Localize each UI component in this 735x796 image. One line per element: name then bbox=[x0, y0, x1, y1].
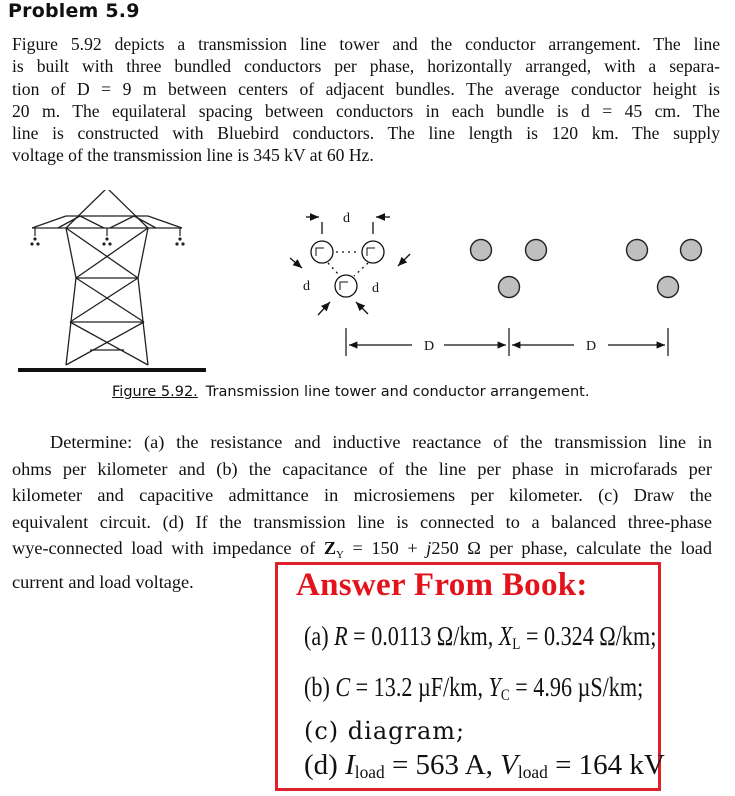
bundle-detail bbox=[290, 217, 410, 315]
problem-statement bbox=[12, 33, 720, 167]
figure-caption bbox=[112, 384, 589, 400]
problem-line: Figure 5.92 depicts a transmission line tower and the conductor arrangement. The line bbox=[12, 34, 720, 54]
determine-line: current and load voltage. bbox=[12, 571, 194, 592]
determine-line: ohms per kilometer and (b) the capacitance of the line per phase in microfarads per bbox=[12, 458, 712, 479]
problem-line: tion of D = 9 m between centers of adjacent bundles. The average conductor height is bbox=[12, 78, 720, 99]
problem-heading: Problem 5.9 bbox=[8, 0, 140, 22]
answer-b: (b) C = 13.2 µF/km, $Y_C = 4.96$ µS/km; bbox=[304, 672, 644, 704]
determine-line: kilometer and capacitive admittance in microsiemens per kilometer. (c) Draw the bbox=[12, 485, 712, 505]
label-d-top: d bbox=[343, 211, 350, 226]
caption-label: Figure 5.92. bbox=[112, 384, 198, 400]
problem-line: line is constructed with Bluebird conductors. The line length is 120 km. The supply bbox=[12, 123, 720, 144]
label-d-left: d bbox=[303, 279, 310, 294]
problem-line: is built with three bundled conductors per phase, horizontally arranged, with a separa- bbox=[12, 56, 720, 77]
conductor-c3 bbox=[658, 277, 679, 298]
determine-line: equivalent circuit. (d) If the transmission line is connected to a balanced three-phase bbox=[12, 511, 712, 532]
answer-c: (c) diagram; bbox=[304, 717, 466, 745]
label-D-1: D bbox=[424, 339, 435, 354]
ground-line bbox=[18, 368, 206, 372]
problem-line: 20 m. The equilateral spacing between conductors in each bundle is d = 45 cm. The bbox=[12, 100, 720, 121]
figure-5-92 bbox=[0, 190, 735, 380]
tower-insulators bbox=[30, 228, 184, 246]
answer-d: (d) $I_{load} = 563$ A, $V_{load} = 164$ kV bbox=[304, 749, 665, 782]
spacing-dimension bbox=[346, 328, 668, 356]
conductor-b2 bbox=[526, 240, 547, 261]
answer-a: (a) R = 0.0113 Ω/km, $X_L = 0.324$ Ω/km; bbox=[304, 621, 657, 653]
conductor-b3 bbox=[499, 277, 520, 298]
answer-title: Answer From Book: bbox=[296, 567, 588, 603]
determine-line-impedance: wye-connected load with impedance of $Z_Y = 150 + j250$ Ω per phase, calculate the load bbox=[12, 538, 712, 561]
label-D-2: D bbox=[586, 339, 597, 354]
determine-line: Determine: (a) the resistance and inductive reactance of the transmission line in bbox=[50, 432, 712, 452]
transmission-tower bbox=[32, 190, 182, 365]
conductor-c1 bbox=[627, 240, 648, 261]
conductor-c2 bbox=[681, 240, 702, 261]
phase-bundles bbox=[471, 240, 702, 298]
problem-line: voltage of the transmission line is 345 kV at 60 Hz. bbox=[12, 145, 374, 166]
conductor-b1 bbox=[471, 240, 492, 261]
caption-text: Transmission line tower and conductor arrangement. bbox=[205, 384, 590, 400]
label-d-right: d bbox=[372, 281, 379, 296]
answer-box bbox=[275, 562, 665, 791]
